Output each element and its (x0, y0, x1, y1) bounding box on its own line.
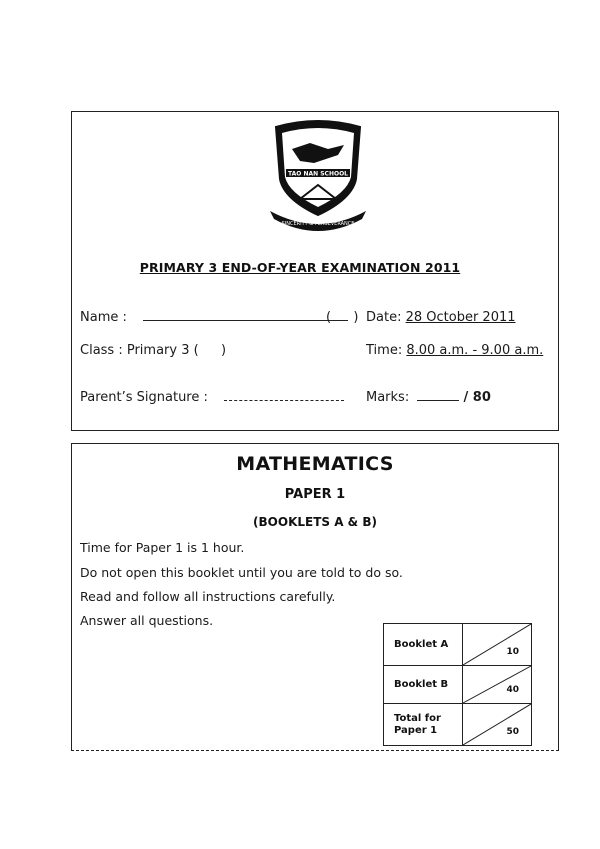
marks-total: / 80 (463, 390, 491, 405)
date-label: Date: (366, 310, 402, 325)
crest-school-name: TAO NAN SCHOOL (287, 170, 349, 178)
subject-title: MATHEMATICS (236, 453, 394, 475)
class-label: Class : Primary 3 ( (80, 343, 199, 358)
marks-row-booklet-a (384, 624, 532, 666)
signature-label: Parent’s Signature : (80, 390, 208, 405)
marks-blank[interactable] (417, 390, 459, 401)
class-paren-close: ) (220, 343, 227, 358)
marks-label: Marks: (366, 390, 410, 405)
crest-motto: SINCERITY & PERSEVERANCE (281, 221, 355, 227)
marks-row-booklet-b (384, 666, 532, 704)
school-crest-icon (266, 119, 370, 231)
diagonal-line-icon (463, 666, 531, 703)
time-value: 8.00 a.m. - 9.00 a.m. (406, 343, 544, 358)
marks-max-booklet-a: 10 (506, 647, 519, 657)
instruction-do-not-open: Do not open this booklet until you are told to do so. (80, 565, 403, 580)
name-row (80, 310, 348, 325)
marks-cell-total[interactable] (463, 704, 532, 746)
marks-label-booklet-b: Booklet B (384, 666, 463, 704)
class-row (80, 343, 226, 358)
diagonal-line-icon (463, 704, 531, 745)
marks-row (366, 390, 491, 405)
marks-label-booklet-a: Booklet A (384, 624, 463, 666)
date-row (366, 310, 516, 325)
marks-label-total: Total for Paper 1 (384, 704, 463, 746)
marks-cell-booklet-a[interactable] (463, 624, 532, 666)
name-blank[interactable] (143, 310, 348, 321)
diagonal-line-icon (463, 624, 531, 665)
index-paren-close: ) (353, 310, 359, 325)
instruction-answer-all: Answer all questions. (80, 613, 214, 628)
instruction-time: Time for Paper 1 is 1 hour. (80, 540, 245, 555)
index-parentheses (326, 310, 358, 325)
name-label: Name : (80, 310, 127, 325)
signature-blank[interactable] (224, 390, 344, 401)
marks-max-booklet-b: 40 (506, 685, 519, 695)
time-label: Time: (366, 343, 403, 358)
date-value: 28 October 2011 (405, 310, 516, 325)
instruction-read-follow: Read and follow all instructions carefully. (80, 589, 336, 604)
paper-title: PAPER 1 (284, 487, 346, 502)
index-paren-open: ( (326, 310, 332, 325)
marks-table (383, 623, 532, 746)
booklets-subtitle: (BOOKLETS A & B) (253, 515, 377, 529)
signature-row (80, 390, 344, 405)
marks-max-total: 50 (506, 727, 519, 737)
exam-title: PRIMARY 3 END-OF-YEAR EXAMINATION 2011 (139, 260, 461, 275)
time-row (366, 343, 543, 358)
marks-cell-booklet-b[interactable] (463, 666, 532, 704)
marks-row-total (384, 704, 532, 746)
